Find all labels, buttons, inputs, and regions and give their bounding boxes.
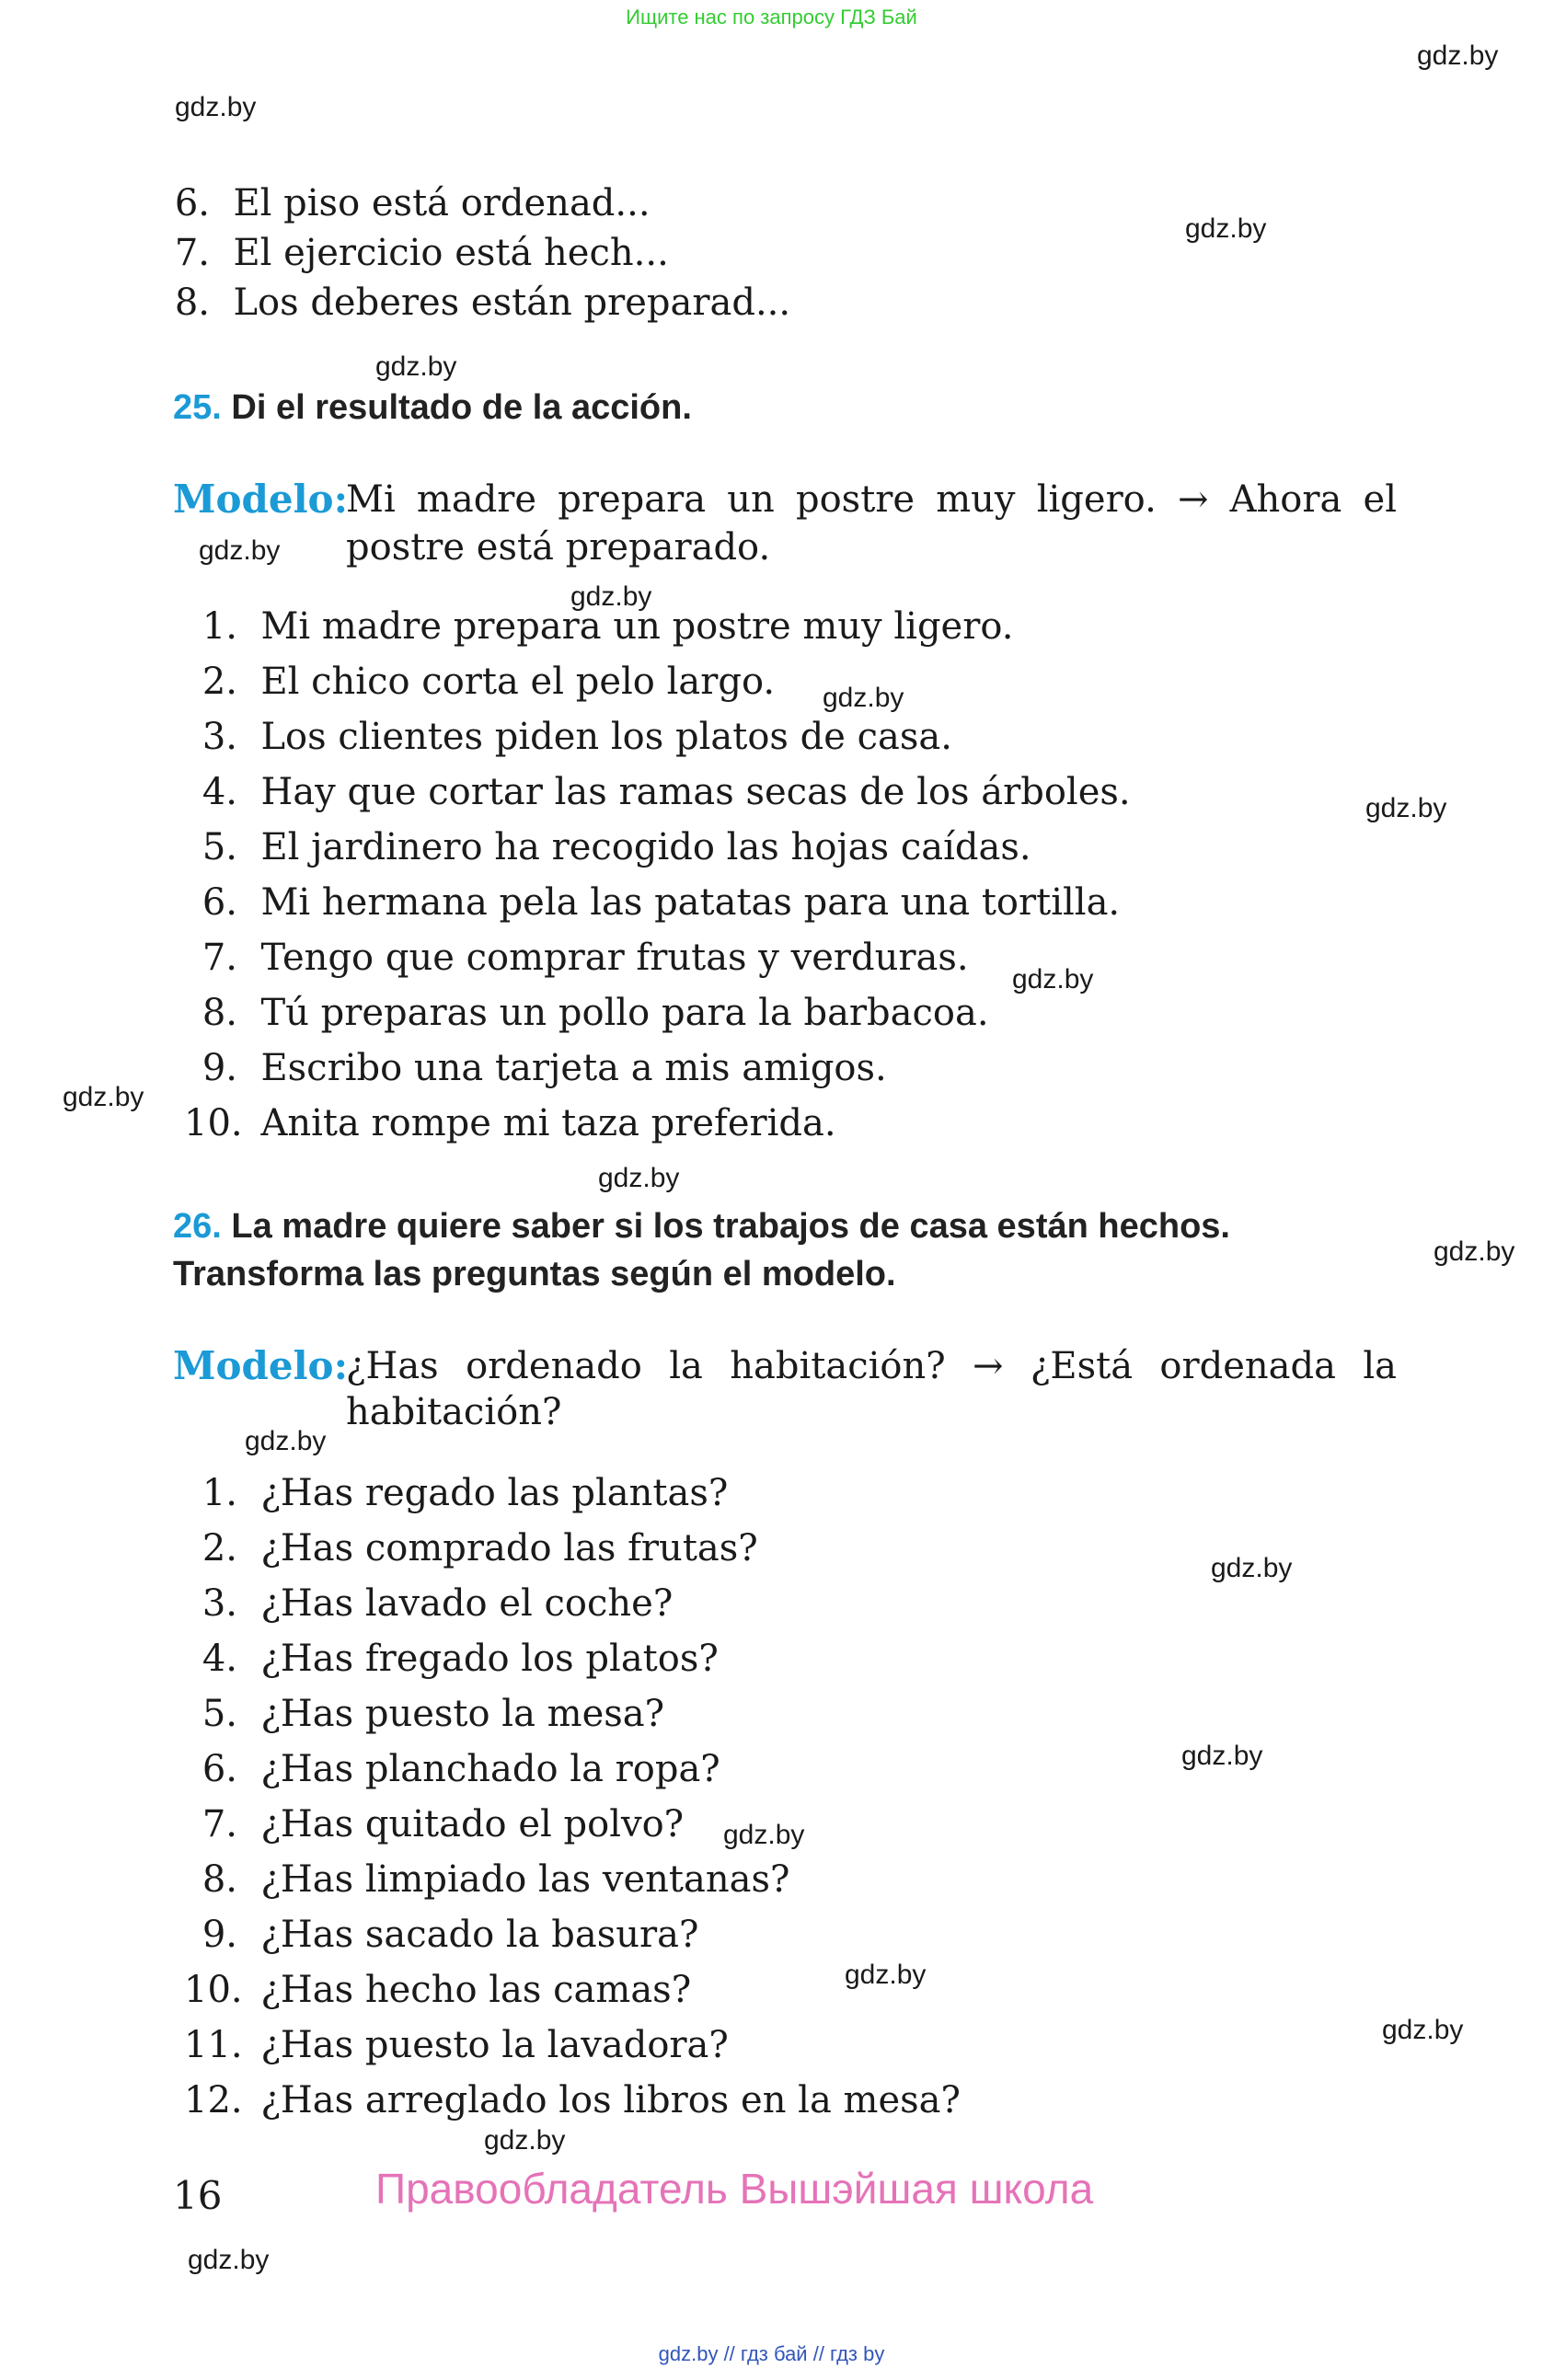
watermark: gdz.by <box>1012 964 1094 995</box>
task-26-heading: 26. La madre quiere saber si los trabajos de casa están hechos. <box>173 1207 1230 1246</box>
item-text: ¿Has regado las plantas? <box>260 1472 729 1514</box>
watermark: gdz.by <box>175 92 257 122</box>
watermark: gdz.by <box>1185 213 1267 244</box>
list-item <box>184 1638 719 1680</box>
watermark: gdz.by <box>570 581 652 612</box>
item-number: 8. <box>202 992 237 1034</box>
item-number: 2. <box>202 1527 237 1569</box>
item-number: 6. <box>202 1748 237 1790</box>
item-number: 12. <box>184 2079 243 2121</box>
item-text: ¿Has arreglado los libros en la mesa? <box>260 2079 961 2121</box>
list-item <box>184 2079 961 2121</box>
list-item <box>184 1102 836 1144</box>
watermark: gdz.by <box>1365 793 1447 823</box>
item-number: 4. <box>202 771 237 813</box>
item-number: 10. <box>184 1969 243 2011</box>
item-number: 4. <box>202 1638 237 1680</box>
item-text: ¿Has sacado la basura? <box>260 1914 699 1956</box>
modelo-example: ¿Has ordenado la habitación? → ¿Está ordenada la <box>346 1345 1397 1387</box>
copyright-notice: Правообладатель Вышэйшая школа <box>375 2165 1094 2213</box>
list-item <box>184 661 775 703</box>
list-item <box>184 881 1120 924</box>
watermark: gdz.by <box>823 683 904 713</box>
list-item <box>184 1803 684 1845</box>
modelo-label: Modelo: <box>173 1343 349 1388</box>
list-item <box>184 1047 887 1089</box>
list-item <box>184 826 1031 868</box>
item-text: Tengo que comprar frutas y verduras. <box>260 937 969 979</box>
watermark: gdz.by <box>598 1163 680 1193</box>
watermark: gdz.by <box>723 1820 805 1850</box>
item-number: 2. <box>202 661 237 703</box>
item-number: 5. <box>202 1693 237 1735</box>
list-item <box>184 716 952 758</box>
list-item <box>184 1527 758 1569</box>
watermark: gdz.by <box>188 2245 270 2275</box>
item-number: 3. <box>202 716 237 758</box>
item-text: ¿Has puesto la lavadora? <box>260 2024 729 2066</box>
item-text: Mi hermana pela las patatas para una tortilla. <box>260 881 1121 924</box>
item-text: ¿Has quitado el polvo? <box>260 1803 685 1845</box>
top-banner: Ищите нас по запросу ГДЗ Бай <box>626 6 917 29</box>
watermark: gdz.by <box>484 2125 566 2156</box>
watermark: gdz.by <box>1417 40 1499 71</box>
list-item <box>184 937 969 979</box>
modelo-example: Mi madre prepara un postre muy ligero. → Ahora el <box>346 478 1397 521</box>
watermark: gdz.by <box>1181 1741 1263 1771</box>
watermark: gdz.by <box>63 1082 144 1112</box>
item-number: 1. <box>202 605 237 648</box>
list-item <box>184 2024 729 2066</box>
watermark: gdz.by <box>375 351 457 382</box>
list-item <box>184 1582 673 1625</box>
list-item: 6. El piso está ordenad... <box>174 182 651 224</box>
item-number: 5. <box>202 826 237 868</box>
item-text: ¿Has puesto la mesa? <box>260 1693 665 1735</box>
modelo-label: Modelo: <box>173 477 349 522</box>
list-item <box>184 771 1131 813</box>
item-number: 1. <box>202 1472 237 1514</box>
list-item <box>184 992 989 1034</box>
item-number: 11. <box>184 2024 243 2066</box>
footer-links[interactable]: gdz.by // гдз бай // гдз by <box>658 2342 885 2365</box>
list-item: 7. El ejercicio está hech... <box>174 232 669 274</box>
item-text: ¿Has fregado los platos? <box>260 1638 719 1680</box>
page-number: 16 <box>173 2173 223 2218</box>
watermark: gdz.by <box>245 1426 327 1456</box>
item-text: ¿Has hecho las camas? <box>260 1969 692 2011</box>
item-number: 10. <box>184 1102 243 1144</box>
list-item <box>184 605 1013 648</box>
item-number: 8. <box>202 1858 237 1901</box>
task-26-heading-cont: Transforma las preguntas según el modelo. <box>173 1255 896 1293</box>
list-item <box>184 1858 789 1901</box>
item-text: Hay que cortar las ramas secas de los árboles. <box>260 771 1131 813</box>
watermark: gdz.by <box>1211 1553 1293 1583</box>
item-text: Escribo una tarjeta a mis amigos. <box>260 1047 887 1089</box>
item-number: 9. <box>202 1047 237 1089</box>
task-25-heading: 25. Di el resultado de la acción. <box>173 388 692 427</box>
item-text: ¿Has lavado el coche? <box>260 1582 674 1625</box>
item-text: ¿Has comprado las frutas? <box>260 1527 758 1569</box>
list-item <box>184 1969 691 2011</box>
item-text: ¿Has planchado la ropa? <box>260 1748 720 1790</box>
item-text: ¿Has limpiado las ventanas? <box>260 1858 790 1901</box>
watermark: gdz.by <box>199 535 281 566</box>
watermark: gdz.by <box>845 1960 927 1990</box>
list-item <box>184 1748 720 1790</box>
item-text: El jardinero ha recogido las hojas caídas. <box>260 826 1031 868</box>
item-text: Anita rompe mi taza preferida. <box>260 1102 836 1144</box>
item-number: 6. <box>202 881 237 924</box>
item-text: El chico corta el pelo largo. <box>260 661 776 703</box>
item-number: 9. <box>202 1914 237 1956</box>
item-text: Los clientes piden los platos de casa. <box>260 716 952 758</box>
modelo-example-cont: habitación? <box>346 1391 562 1433</box>
watermark: gdz.by <box>1434 1236 1515 1267</box>
item-text: Mi madre prepara un postre muy ligero. <box>260 605 1014 648</box>
item-number: 7. <box>202 1803 237 1845</box>
item-text: Tú preparas un pollo para la barbacoa. <box>260 992 989 1034</box>
list-item: 8. Los deberes están preparad... <box>174 282 791 324</box>
item-number: 3. <box>202 1582 237 1625</box>
list-item <box>184 1693 664 1735</box>
modelo-example-cont: postre está preparado. <box>346 526 771 569</box>
list-item <box>184 1472 728 1514</box>
watermark: gdz.by <box>1382 2015 1464 2045</box>
list-item <box>184 1914 698 1956</box>
item-number: 7. <box>202 937 237 979</box>
